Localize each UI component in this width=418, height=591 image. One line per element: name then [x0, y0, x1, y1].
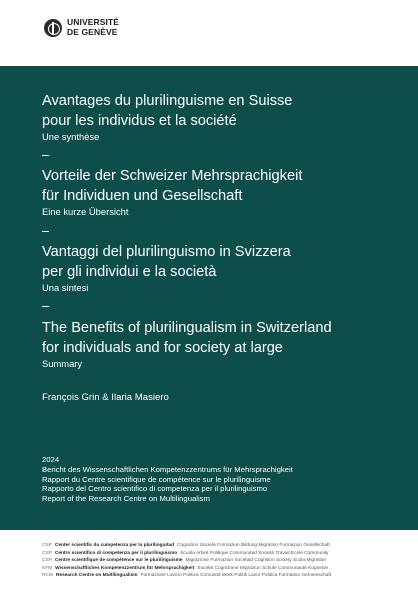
footer-abbr: CSP	[42, 543, 52, 548]
footer-centre-name: Research Centre on Multilingualism	[55, 573, 138, 579]
footer-centre-name: Centre scientifique de compétence sur le plurilinguisme	[54, 558, 183, 564]
footer-keywords: Formazione Lavoro Politica Comunità Work Politik Lavur Politica Formation Gemeinschaft	[140, 573, 332, 579]
university-logo[interactable]	[44, 18, 119, 37]
footer-abbr: RCM	[42, 573, 53, 579]
separator-dash	[42, 231, 49, 232]
title-line-1: Avantages du plurilinguisme en Suisse	[42, 93, 293, 109]
report-year: 2024	[42, 455, 60, 464]
footer-keywords: Société Cognizione Migraziun Schule Communauté Kognition	[197, 565, 329, 571]
footer-row	[42, 542, 378, 550]
section-subtitle: Una sintesi	[42, 282, 89, 293]
title-line-1: The Benefits of plurilingualism in Switzerland	[42, 320, 332, 336]
title-line-1: Vantaggi del plurilinguismo in Svizzera	[42, 244, 291, 260]
footer-centre-name: Wissenschaftliches Kompetenzzentrum für Mehrsprachigkeit	[55, 565, 195, 571]
cover-panel	[0, 66, 418, 530]
section-title	[42, 318, 382, 358]
footer-row	[42, 550, 378, 558]
logo-line-1: UNIVERSITÉ	[67, 17, 120, 27]
section-title	[42, 166, 382, 206]
footer-row	[42, 572, 378, 580]
report-line: Bericht des Wissenschaftlichen Kompetenzzentrums für Mehrsprachigkeit	[42, 464, 293, 474]
section-german	[42, 166, 382, 218]
footer-centre-name: Center scientific da cumpetenza per la plurilinguitad	[54, 543, 175, 548]
footer-keywords: Scuola Arbeit Politique Communitad Società Travail Ecole Community	[180, 550, 329, 556]
footer-abbr: CSP	[42, 558, 52, 564]
section-english	[42, 318, 382, 370]
authors: François Grin & Ilaria Masiero	[42, 392, 169, 403]
section-title	[42, 242, 382, 282]
title-line-2: for individuals and for society at large	[42, 340, 283, 356]
footer-centres	[42, 542, 378, 580]
report-line: Rapporto del Centro scientifico di competenza per il plurilinguismo	[42, 484, 268, 494]
section-subtitle: Une synthèse	[42, 131, 100, 142]
title-line-2: pour les individus et la société	[42, 113, 237, 129]
separator-dash	[42, 306, 49, 307]
separator-dash	[42, 155, 49, 156]
footer-abbr: CSP	[42, 550, 52, 556]
logo-line-2: DE GENÈVE	[67, 26, 118, 37]
title-line-1: Vorteile der Schweizer Mehrsprachigkeit	[42, 168, 303, 184]
footer-keywords: Cognizion Società Formaziun Bildung Migration Furmaziun Gesellschaft	[177, 543, 330, 548]
section-title	[42, 91, 382, 131]
title-line-2: für Individuen und Gesellschaft	[42, 188, 243, 204]
footer-row	[42, 557, 378, 565]
section-subtitle: Eine kurze Übersicht	[42, 206, 129, 217]
logo-wordmark	[67, 18, 119, 37]
seal-icon	[44, 19, 62, 37]
section-subtitle: Summary	[42, 358, 83, 369]
title-line-2: per gli individui e la società	[42, 264, 217, 280]
report-line: Report of the Research Centre on Multilingualism	[42, 494, 210, 504]
footer-centre-name: Centro scientifico di competenza per il plurilinguismo	[54, 550, 178, 556]
section-italian	[42, 242, 382, 294]
footer-keywords: Migrazione Furmaziun Sociétad Cognition Society Scola Migration	[185, 558, 327, 564]
footer-abbr: KFM	[42, 565, 53, 571]
header-bar	[0, 0, 418, 66]
report-info	[42, 455, 293, 504]
report-line: Rapport du Centre scientifique de compétence sur le plurilinguisme	[42, 474, 271, 484]
footer-row	[42, 565, 378, 573]
section-french	[42, 91, 382, 143]
